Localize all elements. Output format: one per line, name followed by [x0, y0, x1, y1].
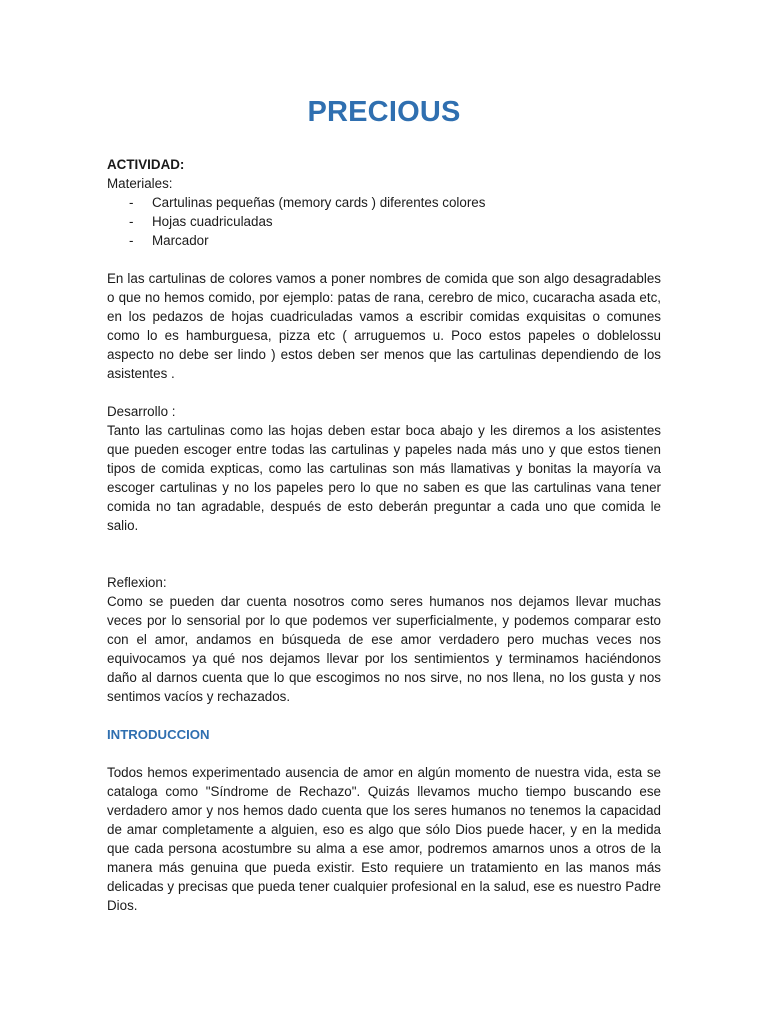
- desarrollo-paragraph: Tanto las cartulinas como las hojas deben estar boca abajo y les diremos a los asistentes que pueden escoger entre todas las cartulinas y papeles nada más uno y que estos tienen tipos de comida expticas, como las cartulinas son más llamativas y bonitas la mayoría va escoger cartulinas y no los papeles pero lo que no saben es que las cartulinas vana tener comida no tan agradable, después de esto deberán preguntar a cada uno que comida le salio.: [107, 423, 661, 533]
- materiales-list: [107, 193, 661, 250]
- reflexion-paragraph: Como se pueden dar cuenta nosotros como seres humanos nos dejamos llevar muchas veces por lo sensorial por lo que podemos ver superficialmente, y podemos comparar esto con el amor, andamos en búsqueda de ese amor verdadero pero muchas veces nos equivocamos ya qué nos dejamos llevar por los sentimientos y terminamos haciéndonos daño al darnos cuenta que lo que escogimos no nos sirve, no nos llena, no los gusta y nos sentimos vacíos y rechazados.: [107, 594, 661, 704]
- actividad-label: ACTIVIDAD:: [107, 157, 185, 172]
- introduccion-heading: INTRODUCCION: [107, 727, 210, 742]
- spacer: [107, 383, 661, 402]
- list-item: [107, 231, 661, 250]
- list-marker: -: [129, 195, 134, 210]
- intro-paragraph: En las cartulinas de colores vamos a poner nombres de comida que son algo desagradables o que no hemos comido, por ejemplo: patas de rana, cerebro de mico, cucaracha asada etc, en los pedazos de hojas cuadriculadas vamos a escribir comidas exquisitas o comunes como lo es hamburguesa, pizza etc ( arruguemos u. Poco estos papeles o doblelossu aspecto no debe ser lindo ) estos deben ser menos que las cartulinas dependiendo de los asistentes .: [107, 271, 661, 381]
- list-item-text: Hojas cuadriculadas: [152, 214, 273, 229]
- document-body: [107, 155, 661, 915]
- spacer: [107, 706, 661, 725]
- list-marker: -: [129, 214, 134, 229]
- list-item: [107, 193, 661, 212]
- materiales-label: Materiales:: [107, 176, 173, 191]
- list-marker: -: [129, 233, 134, 248]
- reflexion-label: Reflexion:: [107, 575, 167, 590]
- introduccion-paragraph: Todos hemos experimentado ausencia de amor en algún momento de nuestra vida, esta se cataloga como "Síndrome de Rechazo". Quizás llevamos mucho tiempo buscando ese verdadero amor y nos hemos dado cuenta que los seres humanos no tenemos la capacidad de amar completamente a alguien, eso es algo que sólo Dios puede hacer, y en la medida que cada persona acostumbre su alma a ese amor, podremos amarnos unos a otros de la manera más genuina que pueda existir. Esto requiere un tratamiento en las manos más delicadas y precisas que pueda tener cualquier profesional en la salud, ese es nuestro Padre Dios.: [107, 765, 661, 913]
- list-item-text: Marcador: [152, 233, 209, 248]
- spacer: [107, 535, 661, 573]
- list-item-text: Cartulinas pequeñas (memory cards ) diferentes colores: [152, 195, 486, 210]
- document-title: PRECIOUS: [307, 96, 461, 128]
- spacer: [107, 744, 661, 763]
- desarrollo-label: Desarrollo :: [107, 404, 176, 419]
- list-item: [107, 212, 661, 231]
- spacer: [107, 250, 661, 269]
